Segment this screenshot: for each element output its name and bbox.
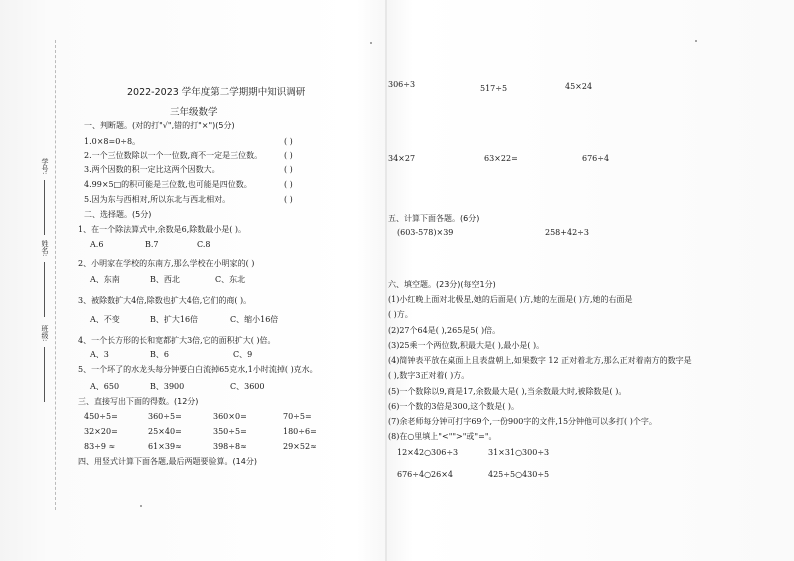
fill-line: (3)25乘一个两位数,积最大是( ),最小是( )。 [388, 341, 545, 350]
mental-calc: 32×20= [84, 427, 118, 436]
mental-calc: 398÷8≈ [213, 442, 247, 451]
choice-option: A、不变 [90, 315, 120, 324]
section3-heading: 三、直接写出下面的得数。(12分) [78, 397, 199, 406]
judge-blank: ( ) [284, 137, 293, 146]
margin-label-student-id: 学号: [41, 158, 49, 175]
mental-calc: 25×40= [148, 427, 182, 436]
student-id-line [44, 180, 45, 235]
page-fold [385, 0, 387, 561]
section6-heading: 六、填空题。(23分)(每空1分) [388, 280, 496, 289]
class-line [44, 347, 45, 402]
fill-line: (5)一个数除以9,商是17,余数最大是( ),当余数最大时,被除数是( )。 [388, 387, 627, 396]
choice-option: B、西北 [150, 275, 180, 284]
mental-calc: 450÷5= [84, 412, 118, 421]
exam-subtitle: 三年级数学 [170, 107, 218, 118]
judge-blank: ( ) [284, 195, 293, 204]
choice-question: 2、小明家在学校的东南方,那么学校在小明家的( ) [78, 259, 255, 268]
judge-blank: ( ) [284, 165, 293, 174]
mental-calc: 180÷6= [283, 427, 317, 436]
choice-option: C、缩小16倍 [230, 315, 279, 324]
choice-option: C、9 [233, 350, 253, 359]
vertical-calc-item: 676÷4 [582, 154, 610, 163]
choice-option: B、6 [150, 350, 169, 359]
mental-calc: 360×0= [213, 412, 247, 421]
mental-calc: 83÷9 ≈ [84, 442, 116, 451]
judge-item: 3.两个因数的积一定比这两个因数大。 [84, 165, 220, 174]
section4-heading: 四、用竖式计算下面各题,最后两题要验算。(14分) [78, 457, 257, 466]
scan-speck [695, 40, 697, 42]
section1-heading: 一、判断题。(对的打"√",错的打"×")(5分) [84, 121, 235, 130]
calc-item: (603-578)×39 [397, 228, 454, 237]
judge-item: 4.99×5□的积可能是三位数,也可能是四位数。 [84, 180, 252, 189]
margin-label-name: 姓名: [41, 240, 49, 257]
section5-heading: 五、计算下面各题。(6分) [388, 214, 480, 223]
scan-speck [140, 505, 142, 507]
fill-line: (1)小红晚上面对北极星,她的后面是( )方,她的左面是( )方,她的右面是 [388, 295, 633, 304]
judge-blank: ( ) [284, 180, 293, 189]
margin-label-class: 班级: [41, 325, 49, 342]
binding-dashed-line [55, 40, 56, 510]
choice-option: A.6 [90, 240, 104, 249]
vertical-calc-item: 63×22= [484, 154, 518, 163]
judge-item: 2.一个三位数除以一个一位数,商不一定是三位数。 [84, 151, 263, 160]
mental-calc: 360÷5= [148, 412, 182, 421]
judge-item: 5.因为东与西相对,所以东北与西北相对。 [84, 195, 231, 204]
choice-option: B.7 [145, 240, 159, 249]
mental-calc: 350÷5= [213, 427, 247, 436]
choice-question: 5、一个坏了的水龙头每分钟要白白流掉65克水,1小时流掉( )克水。 [78, 365, 318, 374]
choice-option: C、东北 [215, 275, 246, 284]
vertical-calc-item: 306÷3 [388, 80, 416, 89]
choice-option: C.8 [197, 240, 211, 249]
choice-question: 4、一个长方形的长和宽都扩大3倍,它的面积扩大( )倍。 [78, 336, 276, 345]
scan-speck [370, 42, 372, 44]
choice-question: 3、被除数扩大4倍,除数也扩大4倍,它们的商( )。 [78, 296, 252, 305]
vertical-calc-item: 34×27 [388, 154, 416, 163]
fill-line: (6)一个数的3倍是300,这个数是( )。 [388, 402, 520, 411]
vertical-calc-item: 517÷5 [480, 84, 508, 93]
vertical-calc-item: 45×24 [565, 82, 593, 91]
fill-line: ( )方。 [388, 310, 413, 319]
compare-item: 676÷4○26×4 [397, 470, 454, 479]
choice-option: A、东南 [90, 275, 120, 284]
compare-item: 425÷5○430÷5 [488, 470, 550, 479]
fill-line: (2)27个64是( ),265是5( )倍。 [388, 326, 501, 335]
fill-line: (4)简钟表平放在桌面上且表盘朝上,如果数字 12 正对着北方,那么正对着南方的数字是 [388, 356, 692, 365]
choice-option: C、3600 [230, 382, 265, 391]
calc-item: 258+42÷3 [545, 228, 589, 237]
choice-option: A、650 [90, 382, 120, 391]
mental-calc: 29×52≈ [283, 442, 317, 451]
mental-calc: 70÷5= [283, 412, 312, 421]
choice-option: B、扩大16倍 [150, 315, 199, 324]
compare-item: 12×42○306÷3 [397, 448, 459, 457]
choice-option: A、3 [90, 350, 109, 359]
mental-calc: 61×39≈ [148, 442, 182, 451]
fill-line: (8)在○里填上"<"">"或"="。 [388, 432, 497, 441]
exam-title: 2022-2023 学年度第二学期期中知识调研 [127, 87, 306, 98]
fill-line: (7)余老师每分钟可打字69个,一份900字的文件,15分钟他可以多打( )个字。 [388, 417, 657, 426]
name-line [44, 262, 45, 317]
judge-blank: ( ) [284, 151, 293, 160]
choice-option: B、3900 [150, 382, 185, 391]
judge-item: 1.0×8=0÷8。 [84, 137, 141, 146]
section2-heading: 二、选择题。(5分) [84, 210, 152, 219]
compare-item: 31×31○300÷3 [488, 448, 550, 457]
fill-line: ( ),数字3正对着( )方。 [388, 371, 470, 380]
choice-question: 1、在一个除法算式中,余数是6,除数最小是( )。 [78, 225, 247, 234]
